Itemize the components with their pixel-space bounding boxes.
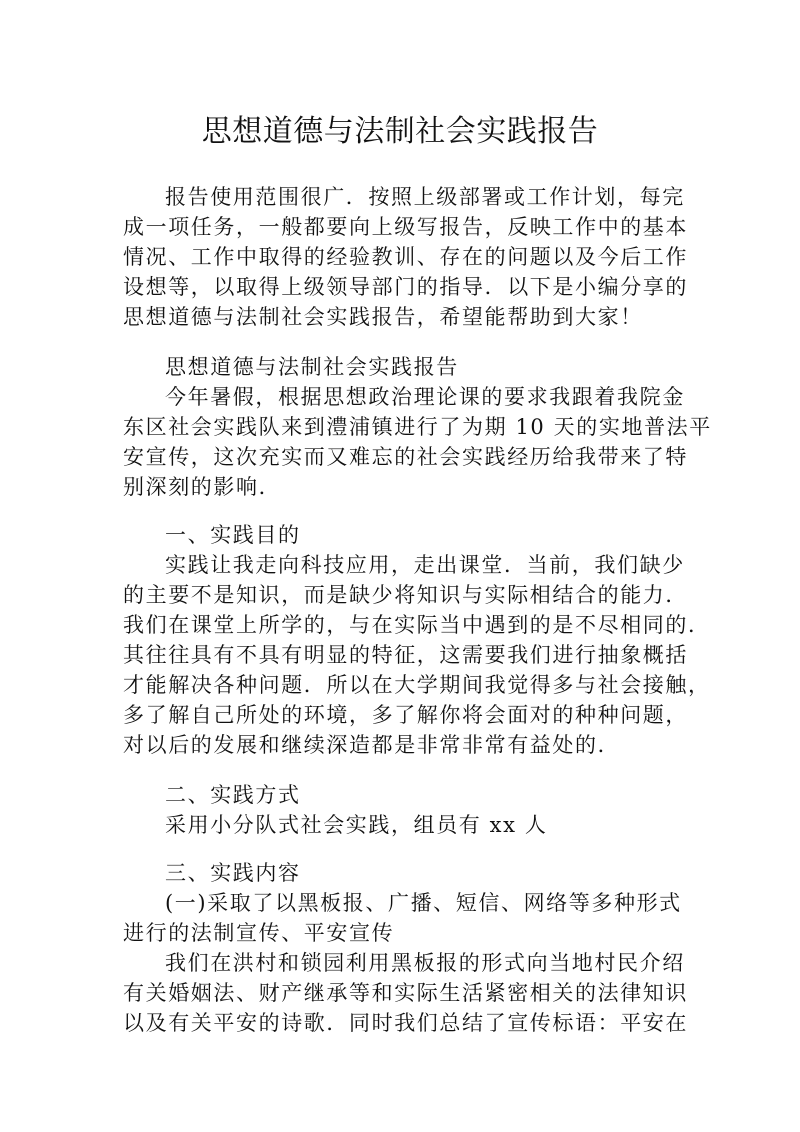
paragraph-line: 我们在课堂上所学的，与在实际当中遇到的是不尽相同的． [123,613,711,637]
paragraph-line: 我们在洪村和锁园利用黑板报的形式向当地村民介绍 [165,951,685,975]
paragraph-line: 有关婚姻法、财产继承等和实际生活紧密相关的法律知识 [123,981,688,1005]
paragraph-line: 采用小分队式社会实践，组员有 xx 人 [165,813,548,837]
paragraph-line: 报告使用范围很广．按照上级部署或工作计划，每完 [165,185,685,209]
section-heading: 一、实践目的 [165,523,301,547]
paragraph-line: 成一项任务，一般都要向上级写报告，反映工作中的基本 [123,215,688,239]
section-heading: 思想道德与法制社会实践报告 [165,355,459,379]
paragraph-line: 情况、工作中取得的经验教训、存在的问题以及今后工作 [123,245,688,269]
paragraph-line: 安宣传，这次充实而又难忘的社会实践经历给我带来了特 [123,445,688,469]
paragraph-line: 进行的法制宣传、平安宣传 [123,921,395,945]
document-title: 思想道德与法制社会实践报告 [201,114,599,149]
paragraph-line: 别深刻的影响． [123,475,282,499]
paragraph-line: 思想道德与法制社会实践报告，希望能帮助到大家！ [123,305,643,329]
paragraph-line: 的主要不是知识，而是缺少将知识与实际相结合的能力． [123,583,688,607]
section-heading: 三、实践内容 [165,861,301,885]
paragraph-line: 才能解决各种问题．所以在大学期间我觉得多与社会接触， [123,673,711,697]
paragraph-line: 多了解自己所处的环境，多了解你将会面对的种种问题， [123,703,688,727]
paragraph-line: (一)采取了以黑板报、广播、短信、网络等多种形式 [165,891,682,915]
paragraph-line: 东区社会实践队来到澧浦镇进行了为期 10 天的实地普法平 [123,415,712,439]
paragraph-line: 实践让我走向科技应用，走出课堂．当前，我们缺少 [165,553,685,577]
paragraph-line: 其往往具有不具有明显的特征，这需要我们进行抽象概括 [123,643,688,667]
paragraph-line: 设想等，以取得上级领导部门的指导．以下是小编分享的 [123,275,688,299]
paragraph-line: 今年暑假，根据思想政治理论课的要求我跟着我院金 [165,385,685,409]
paragraph-line: 对以后的发展和继续深造都是非常非常有益处的． [123,733,621,757]
paragraph-line: 以及有关平安的诗歌．同时我们总结了宣传标语：平安在 [123,1011,688,1035]
section-heading: 二、实践方式 [165,783,301,807]
